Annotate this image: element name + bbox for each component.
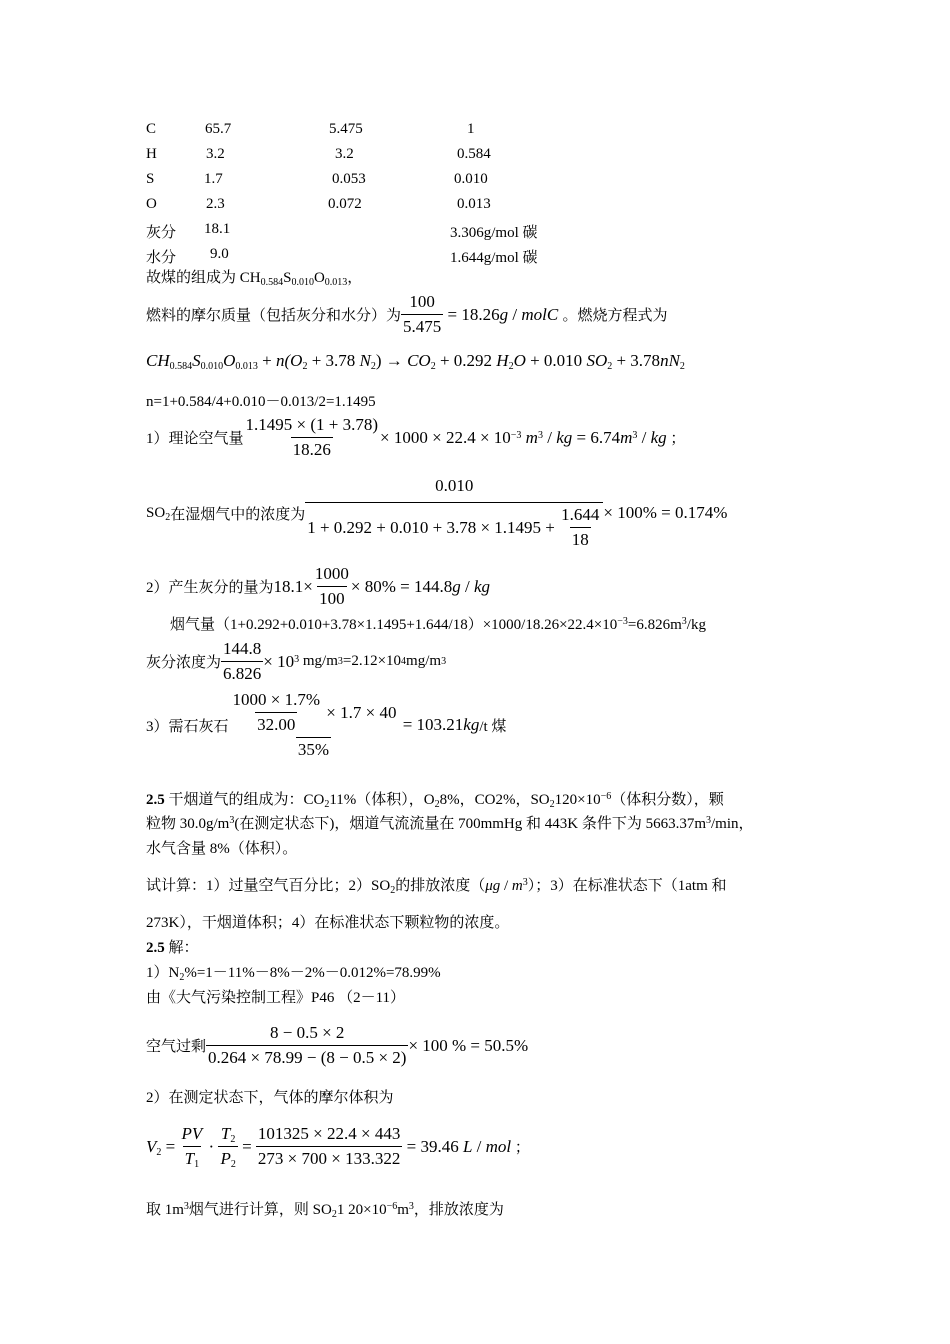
table-row bbox=[146, 221, 646, 241]
lime-line: 3）需石灰石 $\frac{1000 \times 1.7\%}{32.00}$ × 1.7 × 40 35% = 103.21kg /t 煤 bbox=[146, 690, 507, 759]
p25-text-1e: （体积分数），颗 bbox=[611, 792, 724, 808]
cell-element: H bbox=[146, 146, 157, 162]
molar-mass-suffix: 。燃烧方程式为 bbox=[562, 308, 668, 324]
p25-text-2: 粒物 30.0g/m bbox=[146, 816, 230, 832]
cell-ratio: 0.584 bbox=[457, 146, 491, 162]
flue-gas-text: 烟气量（1+0.292+0.010+3.78×1.1495+1.644/18）×1000/18.26×22.4×10 bbox=[170, 617, 618, 633]
composition-line: 故煤的组成为 $CH_{0.584}S_{0.010}O_{0.013}$， bbox=[146, 270, 363, 288]
theory-air-label: 1）理论空气量 bbox=[146, 431, 244, 447]
cell-mass: 65.7 bbox=[205, 121, 232, 137]
n2-text-b: %=1－11%－8%－2%－0.012%=78.99% bbox=[184, 965, 441, 981]
so2-conc-label: 在湿烟气中的浓度为 bbox=[170, 506, 306, 523]
cell-mol: 5.475 bbox=[329, 121, 363, 137]
reference-line: 由《大气污染控制工程》P46 （2－11） bbox=[146, 990, 406, 1006]
question-text-1b: 的排放浓度（ bbox=[395, 878, 486, 894]
cell-mol: 0.072 bbox=[328, 196, 362, 212]
p25-text-1d: 120×10 bbox=[554, 792, 601, 808]
excess-air-fraction: $\frac{8 - 0.5 \times 2}{0.264 \times 78.99 - (8 - 0.5 \times 2)}$ bbox=[208, 1023, 407, 1067]
molar-mass-label: 燃料的摩尔质量（包括灰分和水分）为 bbox=[146, 308, 402, 324]
last-text-c: 1 20×10 bbox=[336, 1202, 387, 1218]
ash-label: 2）产生灰分的量为 bbox=[146, 580, 274, 596]
table-row bbox=[146, 196, 646, 216]
excess-air-line: 空气过剩 $\frac{8 - 0.5 \times 2}{0.264 \times 78.99 - (8 - 0.5 \times 2)}$ × 100 % = 50.5% bbox=[146, 1023, 529, 1067]
flue-gas-tail: =6.826m bbox=[627, 617, 682, 633]
ash-conc-line: 灰分浓度为 $\frac{144.8}{6.826}$ × $10^3$ mg/m 3 =2.12×10 4 mg/m 3 bbox=[146, 639, 447, 683]
t-p-fraction: $\frac{T_2}{P_2}$ bbox=[220, 1124, 236, 1170]
p25-text-1b: 11%（体积），O bbox=[329, 792, 435, 808]
lime-unit: /t 煤 bbox=[479, 718, 507, 735]
problem-line-1: 2.5 干烟道气的组成为：$CO_211\%$（体积），$O_28\%$，CO2%，$SO_2120\times 10^{-6}$（体积分数），颗 bbox=[146, 791, 724, 810]
composition-prefix: 故煤的组成为 CH bbox=[146, 270, 261, 286]
table-row bbox=[146, 121, 646, 141]
cell-mass: 9.0 bbox=[210, 246, 229, 262]
so2-conc-line: $SO_2$ 在湿烟气中的浓度为 0.010 1 + 0.292 + 0.010 + 3.78 × 1.1495 + $\frac{1.644}{18}$ × 100% = 0.174% bbox=[146, 476, 728, 549]
cell-element: C bbox=[146, 121, 157, 137]
flue-gas-line: 烟气量$(1+0.292+0.010+3.78\times 1.1495+1.644/18)\times 1000/18.26\times 22.4\times 10^{-3}=6.826m^3/kg$ bbox=[170, 616, 706, 633]
lime-result: = 103.21 bbox=[402, 715, 464, 734]
cell-ratio: 1 bbox=[467, 121, 475, 137]
cell-element: 水分 bbox=[146, 250, 177, 266]
ash-conc-tail: mg/m bbox=[302, 653, 338, 669]
cell-ratio: 1.644g/mol 碳 bbox=[450, 250, 538, 266]
theory-air-fraction: $\frac{1.1495 \times (1 + 3.78)}{18.26}$ bbox=[245, 415, 379, 459]
cell-ratio: 0.010 bbox=[454, 171, 488, 187]
ash-conc-fraction: $\frac{144.8}{6.826}$ bbox=[223, 639, 262, 683]
question-line-2: 273K），干烟道体积；4）在标准状态下颗粒物的浓度。 bbox=[146, 915, 510, 931]
p25-text-1c: 8%，CO2%，SO bbox=[439, 792, 550, 808]
last-text-d: m bbox=[397, 1202, 409, 1218]
solution-title bbox=[146, 941, 199, 956]
cell-element: O bbox=[146, 196, 157, 212]
table-row bbox=[146, 146, 646, 166]
combustion-equation: $CH_{0.584}S_{0.010}O_{0.013} + n(O_2 + 3.78$ $N_2) \to CO_2 + 0.292$ $H_2O + 0.010$ $SO_2 + 3.78nN_2$ bbox=[146, 351, 685, 372]
last-line: 取 $1m^3$烟气进行计算，则 $SO_21$ $20\times 10^{-6}m^3$，排放浓度为 bbox=[146, 1201, 504, 1220]
pv-t-fraction: $\frac{PV}{T_1}$ bbox=[181, 1124, 203, 1170]
last-text: 取 1m bbox=[146, 1202, 184, 1218]
n-line: n=1+0.584/4+0.010－0.013/2=1.1495 bbox=[146, 394, 376, 410]
solution-label: 解： bbox=[168, 940, 199, 956]
ash-fraction: $\frac{1000}{100}$ bbox=[314, 564, 349, 608]
last-text-b: 烟气进行计算，则 SO bbox=[188, 1202, 332, 1218]
problem-line-3: 水气含量 8%（体积）。 bbox=[146, 841, 298, 857]
ash-conc-unit: mg/m bbox=[406, 653, 442, 669]
ash-conc-eq: =2.12×10 bbox=[342, 653, 402, 669]
molar-volume-fraction: $\frac{101325 \times 22.4 \times 443}{273 \times 700 \times 133.322}$ bbox=[257, 1124, 401, 1168]
molar-volume-equation: $V_2$ = $\frac{PV}{T_1}$ · $\frac{T_2}{P_2}$ = $\frac{101325 \times 22.4 \times 443}{273 \times 700 \times 133.322}$ = 39.46 L / mol ； bbox=[146, 1124, 530, 1170]
n2-text: 1）N bbox=[146, 965, 180, 981]
cell-mol: 0.053 bbox=[332, 171, 366, 187]
n2-line: $1)N_2\%=1-11\%-8\%-2\%-0.012\%=78.99\%$ bbox=[146, 965, 441, 983]
so2-conc-fraction: 0.010 1 + 0.292 + 0.010 + 3.78 × 1.1495 + $\frac{1.644}{18}$ bbox=[305, 476, 603, 550]
cell-mass: 1.7 bbox=[204, 171, 223, 187]
theory-air-line: 1）理论空气量 $\frac{1.1495 \times (1 + 3.78)}{18.26}$ × $1000 \times 22.4 \times 10^{-3}$ $m^3$ / kg = $6.74m^3$ / kg ； bbox=[146, 415, 686, 459]
p25-text-2b: (在测定状态下)，烟道气流流量在 700mmHg 和 443K 条件下为 5663.37m bbox=[234, 816, 707, 832]
question-text-1c: ）；3）在标准状态下（1atm 和 bbox=[527, 878, 727, 894]
cell-ratio: 3.306g/mol 碳 bbox=[450, 225, 538, 241]
cell-mol: 3.2 bbox=[335, 146, 354, 162]
question-line-1: 试计算：1）过量空气百分比；$2)SO_2$的排放浓度$(\mu g / m^3)$；3）在标准状态下（1atm 和 bbox=[146, 877, 727, 896]
table-row bbox=[146, 171, 646, 191]
lime-fraction: $\frac{1000 \times 1.7\%}{32.00}$ × 1.7 × 40 35% bbox=[232, 690, 397, 759]
cell-mass: 18.1 bbox=[204, 221, 231, 237]
molar-volume-line: 2）在测定状态下，气体的摩尔体积为 bbox=[146, 1090, 394, 1106]
last-text-e: ，排放浓度为 bbox=[413, 1202, 504, 1218]
problem-line-2: 粒物 $30.0g/m^3$(在测定状态下)，烟道气流流量在 700mmHg 和 443K 条件下为 $5663.37m^3/\min$， bbox=[146, 815, 754, 832]
molar-mass-line: 燃料的摩尔质量（包括灰分和水分）为 $\frac{100}{5.475}$ = 18.26g / molC 。燃烧方程式为 bbox=[146, 292, 668, 336]
cell-element: 灰分 bbox=[146, 225, 177, 241]
cell-mass: 2.3 bbox=[206, 196, 225, 212]
ash-line: 2）产生灰分的量为 18.1× $\frac{1000}{100}$ × 80% = 144.8g / kg bbox=[146, 564, 490, 608]
cell-element: S bbox=[146, 171, 155, 187]
cell-mass: 3.2 bbox=[206, 146, 225, 162]
problem-number: 2.5 bbox=[146, 792, 165, 808]
cell-ratio: 0.013 bbox=[457, 196, 491, 212]
question-text-1: 试计算：1）过量空气百分比；2）SO bbox=[146, 878, 391, 894]
table-row bbox=[146, 246, 646, 266]
p25-text-1: 干烟道气的组成为：CO bbox=[168, 792, 325, 808]
lime-label: 3）需石灰石 bbox=[146, 718, 229, 735]
excess-air-label: 空气过剩 bbox=[146, 1039, 207, 1055]
ash-conc-label: 灰分浓度为 bbox=[146, 655, 222, 671]
p25-text-2c: /min， bbox=[711, 816, 754, 832]
molar-mass-fraction: $\frac{100}{5.475}$ bbox=[403, 292, 442, 336]
flue-gas-unit: /kg bbox=[686, 617, 706, 633]
solution-number: 2.5 bbox=[146, 940, 165, 956]
